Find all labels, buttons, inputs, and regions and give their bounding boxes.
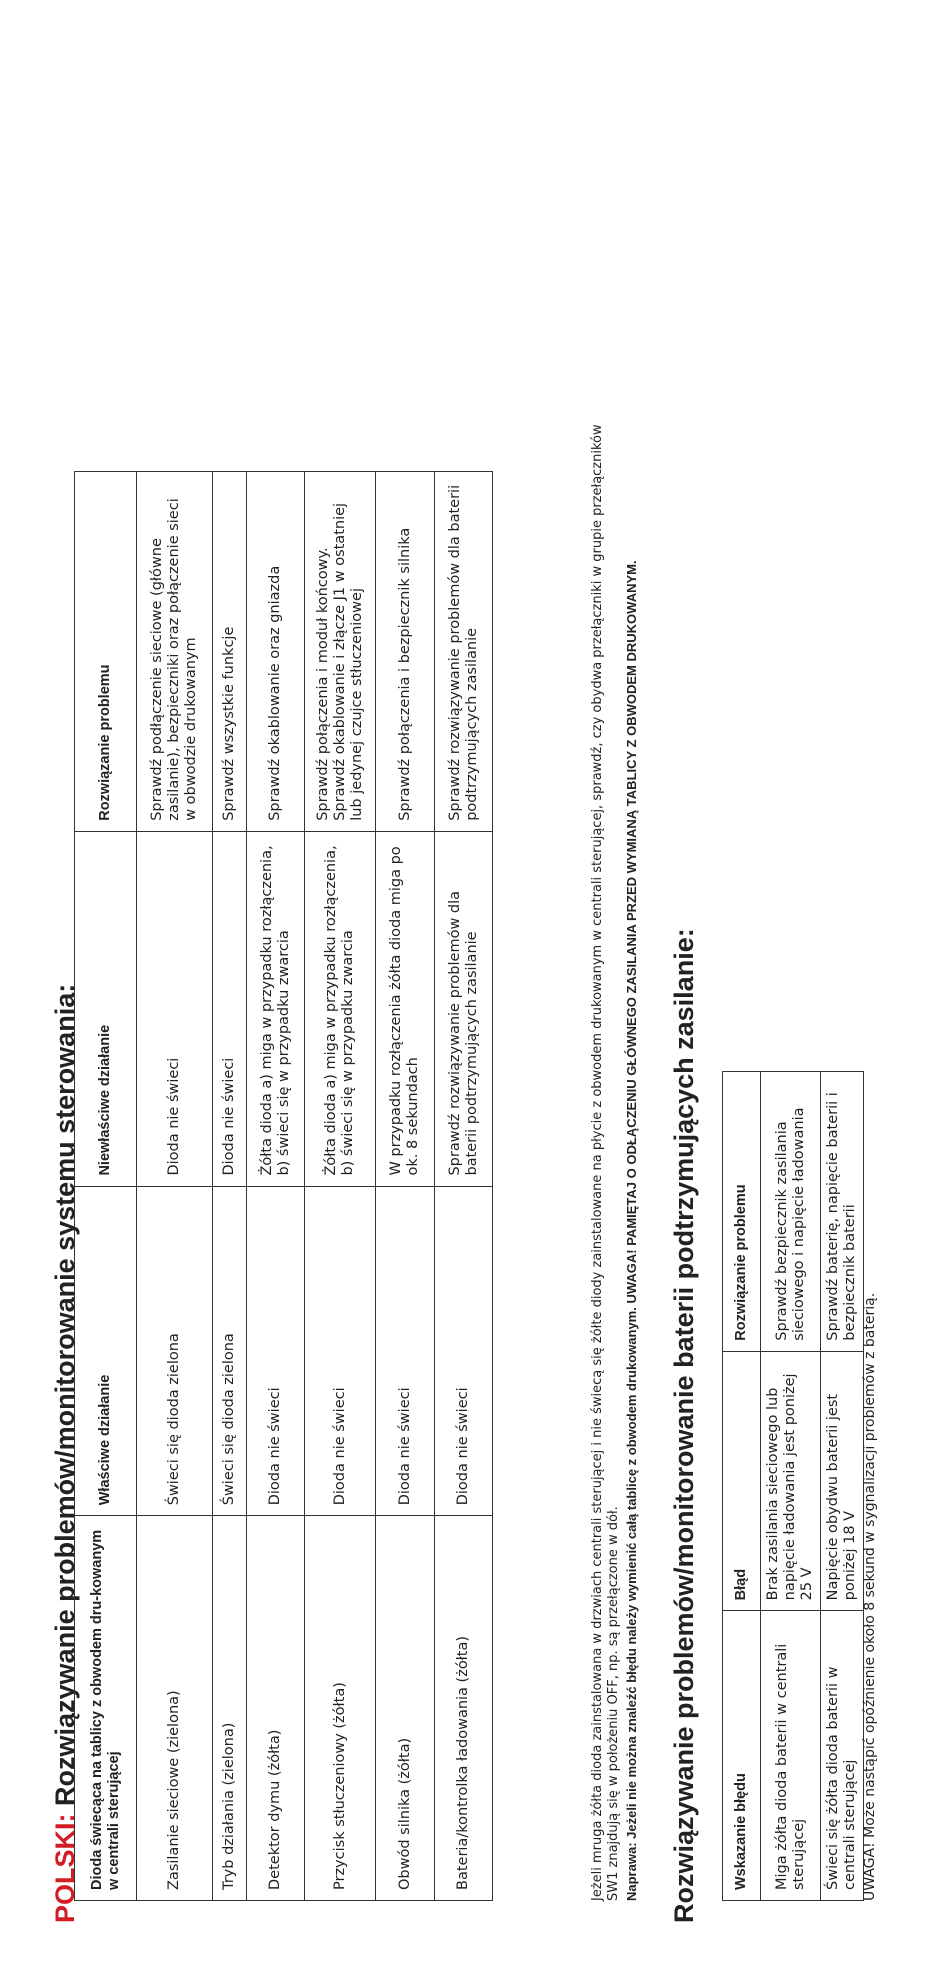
header-led: Dioda świecąca na tablicy z obwodem dru-kowanym w centrali sterującej — [75, 1516, 137, 1901]
table-row — [435, 472, 493, 1901]
table-header-row — [75, 472, 137, 1901]
cell: Żółta dioda a) miga w przypadku rozłączenia, b) świeci się w przypadku zwarcia — [247, 831, 305, 1186]
language-label: POLSKI: — [50, 1813, 80, 1923]
cell: Sprawdź rozwiązywanie problemów dla baterii podtrzymujących zasilanie — [435, 831, 493, 1186]
table-row — [761, 1072, 821, 1901]
cell: Brak zasilania sieciowego lub napięcie ładowania jest poniżej 25 V — [761, 1351, 821, 1611]
cell: Dioda nie świeci — [137, 831, 213, 1186]
header-incorrect: Niewłaściwe działanie — [75, 831, 137, 1186]
cell: Przycisk stłuczeniowy (żółta) — [305, 1516, 376, 1901]
cell: Zasilanie sieciowe (zielona) — [137, 1516, 213, 1901]
cell: W przypadku rozłączenia żółta dioda miga po ok. 8 sekundach — [376, 831, 435, 1186]
cell: Świeci się żółta dioda baterii w centrali sterującej — [821, 1611, 864, 1901]
battery-table — [722, 1071, 864, 1901]
cell: Świeci się dioda zielona — [137, 1186, 213, 1516]
cell: Sprawdź wszystkie funkcje — [213, 472, 247, 832]
table-row — [305, 472, 376, 1901]
table-row — [821, 1072, 864, 1901]
section1-title-text: Rozwiązywanie problemów/monitorowanie systemu sterowania: — [50, 983, 80, 1806]
cell: Dioda nie świeci — [213, 831, 247, 1186]
table-row — [137, 472, 213, 1901]
note-repair — [624, 391, 641, 1901]
cell: Żółta dioda a) miga w przypadku rozłączenia, b) świeci się w przypadku zwarcia — [305, 831, 376, 1186]
cell: Sprawdź bezpiecznik zasilania sieciowego i napięcie ładowania — [761, 1072, 821, 1352]
cell: Sprawdź podłączenie sieciowe (główne zasilanie), bezpieczniki oraz połączenie sieci w obwodzie drukowanym — [137, 472, 213, 832]
cell: Tryb działania (zielona) — [213, 1516, 247, 1901]
note-battery-delay: UWAGA! Może nastąpić opóźnienie około 8 sekund w sygnalizacji problemów z baterią. — [862, 1292, 878, 1901]
cell: Sprawdź rozwiązywanie problemów dla baterii podtrzymujących zasilanie — [435, 472, 493, 832]
cell: Dioda nie świeci — [376, 1186, 435, 1516]
header-error: Błąd — [723, 1351, 761, 1611]
header-error-indication: Wskazanie błędu — [723, 1611, 761, 1901]
cell: Napięcie obydwu baterii jest poniżej 18 V — [821, 1351, 864, 1611]
cell: Sprawdź połączenia i moduł końcowy. Sprawdź okablowanie i złącze J1 w ostatniej lub jedynej czujce stłuczeniowej — [305, 472, 376, 832]
control-system-table — [74, 471, 493, 1901]
cell: Dioda nie świeci — [247, 1186, 305, 1516]
note-led-info: Jeżeli mruga żółta dioda zainstalowana w drzwiach centrali sterującej i nie świecą się żółte diody zainstalowane na płycie z obwodem drukowanym w centrali sterującej, sprawdź, czy obydwa przełączniki w grupie przełączników SW1 znajdują się w położeniu OFF, np. są przełączone w dół. — [590, 424, 621, 1901]
header-correct: Właściwe działanie — [75, 1186, 137, 1516]
table-header-row — [723, 1072, 761, 1901]
cell: Bateria/kontrolka ładowania (żółta) — [435, 1516, 493, 1901]
cell: Detektor dymu (żółta) — [247, 1516, 305, 1901]
cell: Miga żółta dioda baterii w centrali sterującej — [761, 1611, 821, 1901]
cell: Obwód silnika (żółta) — [376, 1516, 435, 1901]
cell: Dioda nie świeci — [435, 1186, 493, 1516]
cell: Dioda nie świeci — [305, 1186, 376, 1516]
table-row — [213, 472, 247, 1901]
table-row — [376, 472, 435, 1901]
section2-title: Rozwiązywanie problemów/monitorowanie baterii podtrzymujących zasilanie: — [669, 928, 699, 1923]
note-repair-text: Naprawa: Jeżeli nie można znaleźć błędu należy wymienić całą tablicę z obwodem drukowanym. UWAGA! PAMIĘTAJ O ODŁĄCZENIU GŁÓWNEGO ZASILANIA PRZED WYMIANĄ TABLICY Z OBWODEM DRUKOWANYM. — [624, 560, 639, 1901]
cell: Sprawdź baterię, napięcie baterii i bezpiecznik baterii — [821, 1072, 864, 1352]
cell: Świeci się dioda zielona — [213, 1186, 247, 1516]
header-solution: Rozwiązanie problemu — [723, 1072, 761, 1352]
header-solution: Rozwiązanie problemu — [75, 472, 137, 832]
table-row — [247, 472, 305, 1901]
cell: Sprawdź połączenia i bezpiecznik silnika — [376, 472, 435, 832]
cell: Sprawdź okablowanie oraz gniazda — [247, 472, 305, 832]
